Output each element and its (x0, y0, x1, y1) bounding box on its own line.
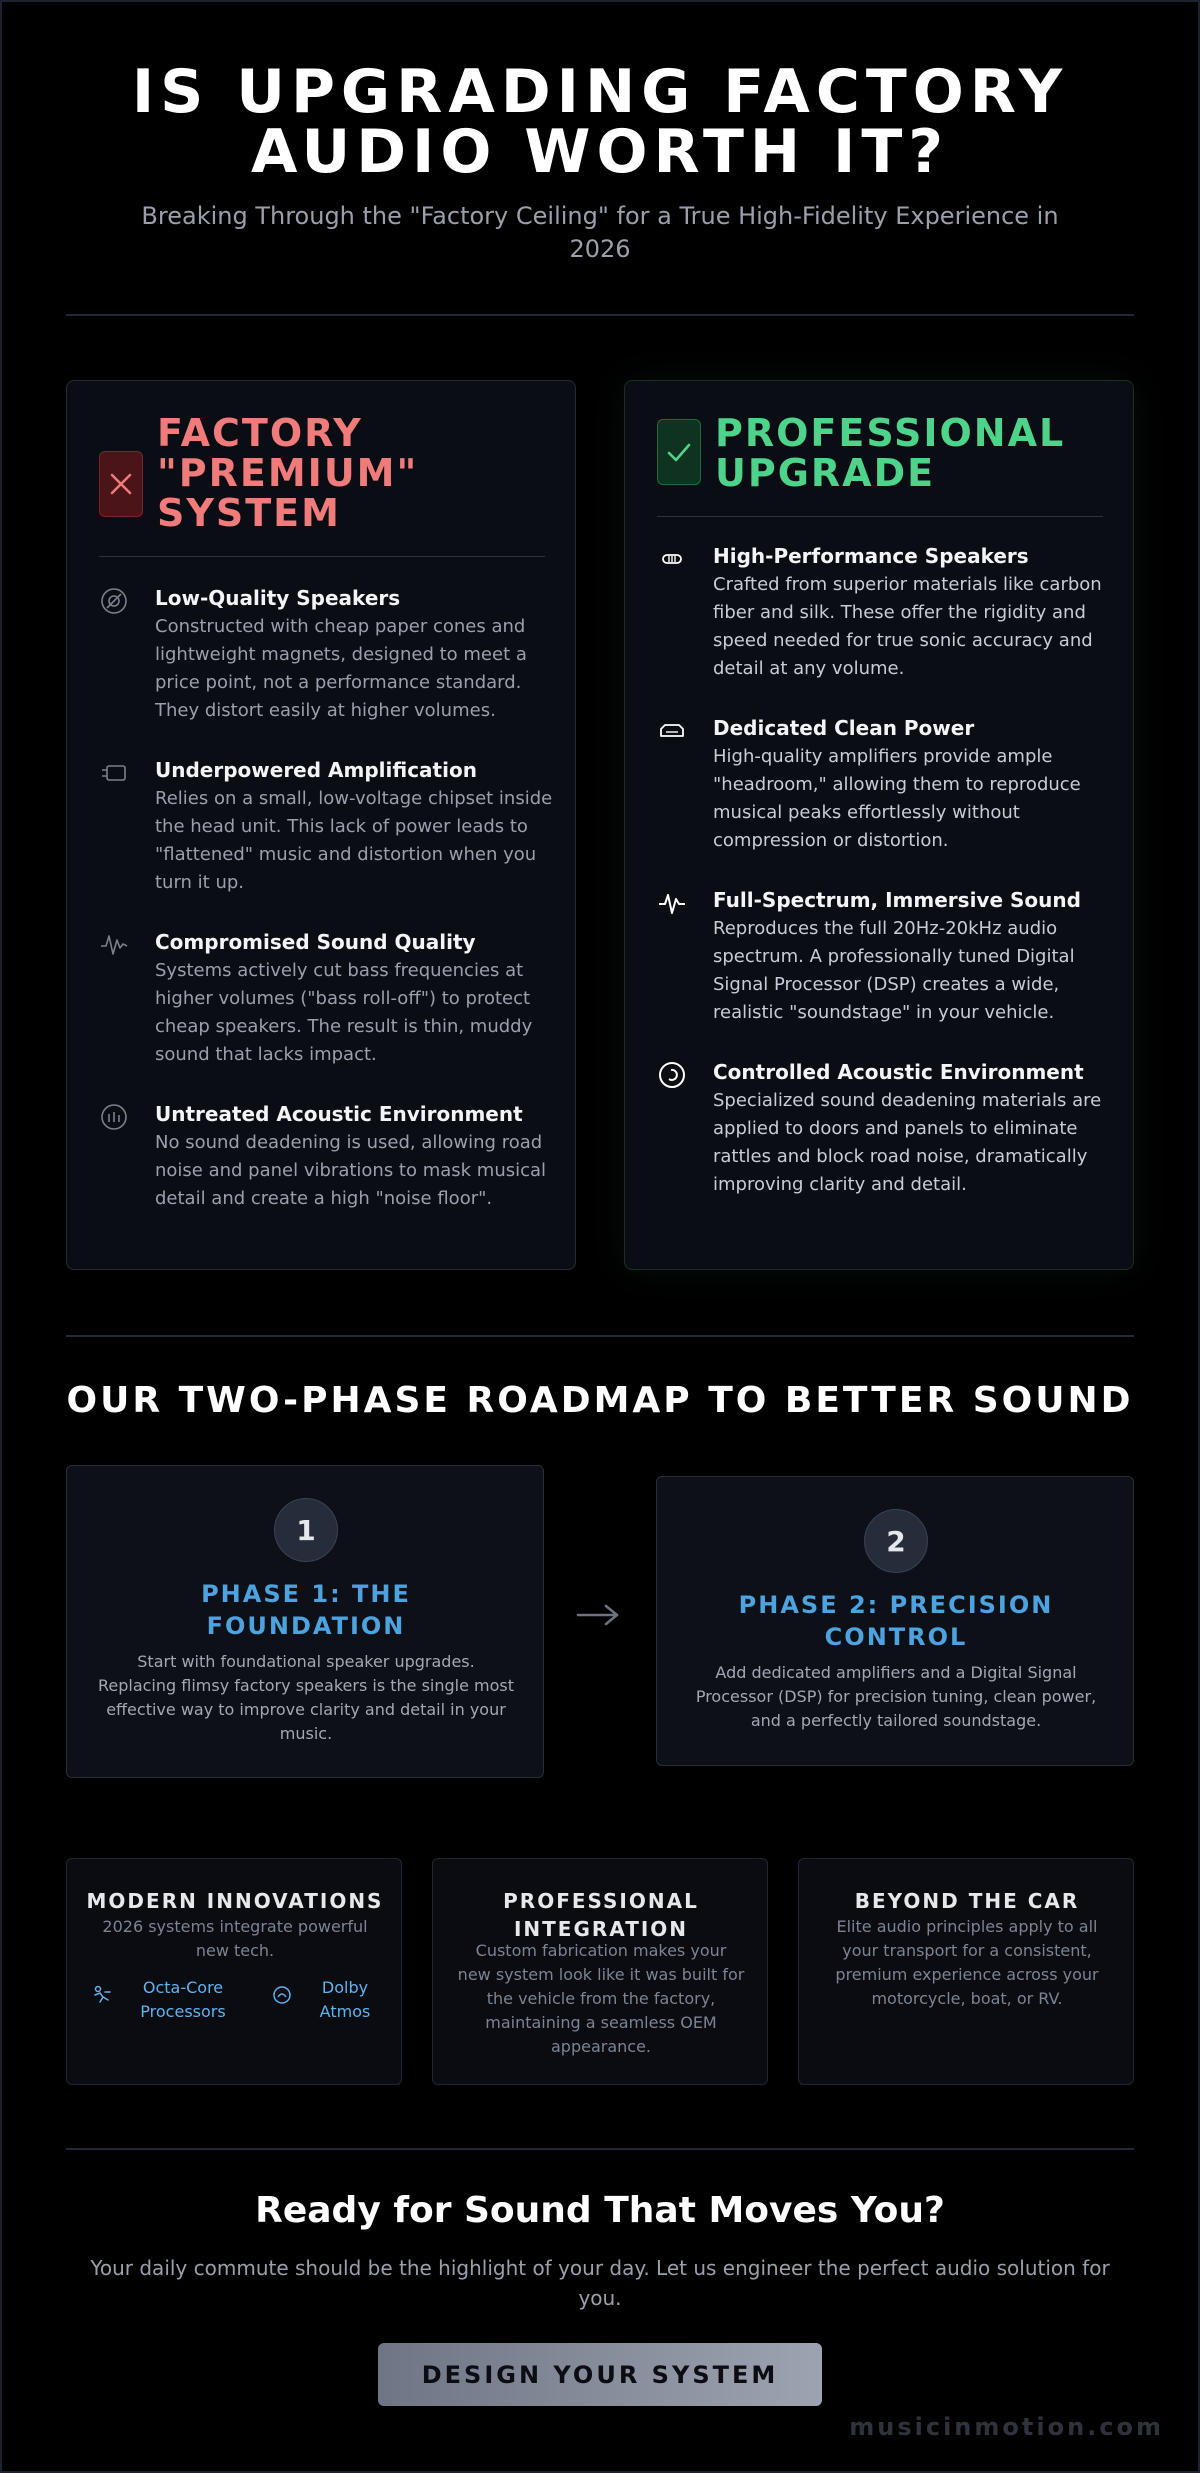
professional-integration-box (432, 1858, 768, 2085)
section-divider (66, 1335, 1134, 1337)
feature-title: Full-Spectrum, Immersive Sound (713, 888, 1081, 912)
feature-text: Constructed with cheap paper cones and lightweight magnets, designed to meet a price point, not a performance standard. They distort easily at higher volumes. (155, 616, 527, 721)
phase-title: PHASE 1: THE FOUNDATION (201, 1580, 411, 1640)
speaker-cone-icon (99, 586, 129, 616)
cta-divider (66, 2148, 1134, 2150)
feature-title: Controlled Acoustic Environment (713, 1060, 1084, 1084)
feature-text: Crafted from superior materials like carbon fiber and silk. These offer the rigidity and speed needed for true sonic accuracy and detail at any volume. (713, 574, 1102, 679)
info-title: MODERN INNOVATIONS (86, 1889, 384, 1913)
phase-number: 1 (274, 1498, 338, 1562)
roadmap-title: OUR TWO-PHASE ROADMAP TO BETTER SOUND (66, 1380, 1134, 1421)
tech-label: Dolby Atmos (319, 1978, 371, 2021)
professional-upgrade-card (624, 380, 1134, 1270)
phase-2-card (656, 1476, 1134, 1766)
x-icon (99, 451, 143, 517)
tech-item-processors (91, 1976, 233, 2026)
acoustic-icon (657, 1060, 687, 1090)
phase-text: Add dedicated amplifiers and a Digital Signal Processor (DSP) for precision tuning, clean power, and a perfectly tailored soundstage. (695, 1663, 1097, 1730)
design-your-system-button[interactable]: DESIGN YOUR SYSTEM (378, 2343, 822, 2406)
footer-brand: musicinmotion.com (849, 2413, 1164, 2441)
pulse-icon (657, 888, 687, 918)
feature-title: High-Performance Speakers (713, 544, 1029, 568)
amplifier-icon (657, 716, 687, 746)
feature-title: Compromised Sound Quality (155, 930, 476, 954)
phase-number: 2 (864, 1509, 928, 1573)
arrow-right-icon (576, 1600, 622, 1630)
upgrade-card-title: PROFESSIONAL UPGRADE (715, 411, 1066, 495)
feature-text: High-quality amplifiers provide ample "headroom," allowing them to reproduce musical peaks effortlessly without compression or distortion. (713, 746, 1081, 851)
beyond-the-car-box (798, 1858, 1134, 2085)
speaker-icon (657, 544, 687, 574)
phase-1-card (66, 1465, 544, 1778)
feature-title: Low-Quality Speakers (155, 586, 401, 610)
page-title (0, 57, 1200, 187)
info-text: Custom fabrication makes your new system look like it was built for the vehicle from the factory, maintaining a seamless OEM appearance. (457, 1941, 745, 2056)
cta-subtitle: Your daily commute should be the highlight of your day. Let us engineer the perfect audio solution for you. (90, 2256, 1110, 2310)
processor-icon (91, 1984, 113, 2006)
feature-text: Reproduces the full 20Hz-20kHz audio spectrum. A professionally tuned Digital Signal Processor (DSP) creates a wide, realistic "soundstage" in your vehicle. (713, 918, 1075, 1023)
factory-card-title: FACTORY "PREMIUM" SYSTEM (157, 411, 419, 535)
tech-label: Octa-Core Processors (140, 1978, 226, 2021)
dolby-icon (271, 1984, 293, 2006)
noise-icon (99, 1102, 129, 1132)
feature-text: Relies on a small, low-voltage chipset inside the head unit. This lack of power leads to "flattened" music and distortion when you turn it up. (155, 788, 553, 893)
header-divider (66, 314, 1134, 316)
waveform-icon (99, 930, 129, 960)
tech-item-dolby (271, 1976, 377, 2026)
feature-title: Dedicated Clean Power (713, 716, 975, 740)
info-title: PROFESSIONAL INTEGRATION (503, 1889, 699, 1941)
title-line-1: IS UPGRADING FACTORY (131, 57, 1069, 127)
feature-title: Untreated Acoustic Environment (155, 1102, 523, 1126)
feature-text: Systems actively cut bass frequencies at higher volumes ("bass roll-off") to protect cheap speakers. The result is thin, muddy sound that lacks impact. (155, 960, 533, 1065)
feature-text: No sound deadening is used, allowing road noise and panel vibrations to mask musical detail and create a high "noise floor". (155, 1132, 547, 1209)
page-subtitle: Breaking Through the "Factory Ceiling" for a True High-Fidelity Experience in 2026 (141, 202, 1059, 263)
upgrade-card-divider (657, 516, 1103, 517)
check-icon (657, 419, 701, 485)
factory-card-divider (99, 556, 545, 557)
cta-title: Ready for Sound That Moves You? (255, 2190, 945, 2231)
chip-icon (99, 758, 129, 788)
info-title: BEYOND THE CAR (854, 1889, 1080, 1913)
feature-text: Specialized sound deadening materials are applied to doors and panels to eliminate rattles and block road noise, dramatically improving clarity and detail. (713, 1090, 1102, 1195)
title-line-2: AUDIO WORTH IT? (250, 117, 950, 187)
phase-text: Start with foundational speaker upgrades. Replacing flimsy factory speakers is the single most effective way to improve clarity and detail in your music. (97, 1652, 515, 1743)
modern-innovations-box (66, 1858, 402, 2085)
info-text: 2026 systems integrate powerful new tech. (102, 1917, 368, 1960)
phase-title: PHASE 2: PRECISION CONTROL (738, 1591, 1054, 1651)
info-text: Elite audio principles apply to all your transport for a consistent, premium experience across your motorcycle, boat, or RV. (835, 1917, 1099, 2008)
feature-title: Underpowered Amplification (155, 758, 477, 782)
factory-system-card (66, 380, 576, 1270)
